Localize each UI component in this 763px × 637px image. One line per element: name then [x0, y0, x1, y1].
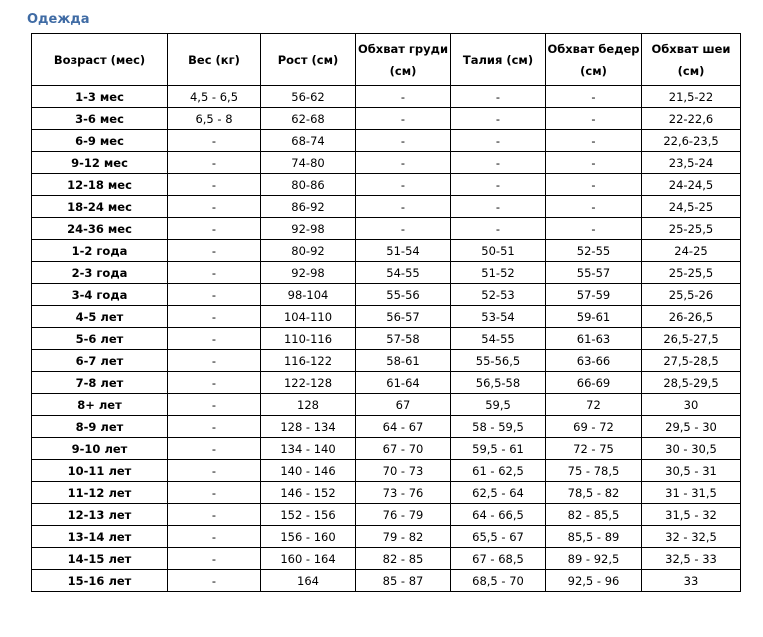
cell-chest: -	[356, 108, 451, 130]
cell-hips: -	[546, 174, 642, 196]
table-row	[32, 526, 741, 548]
cell-age: 1-2 года	[32, 240, 168, 262]
cell-waist: 61 - 62,5	[451, 460, 546, 482]
table-header	[32, 34, 741, 86]
cell-neck: 25-25,5	[642, 262, 741, 284]
cell-height: 110-116	[261, 328, 356, 350]
cell-weight: 4,5 - 6,5	[168, 86, 261, 108]
cell-weight: -	[168, 196, 261, 218]
cell-age: 12-13 лет	[32, 504, 168, 526]
table-row	[32, 174, 741, 196]
cell-hips: 89 - 92,5	[546, 548, 642, 570]
header-neck: Обхват шеи (см)	[642, 34, 741, 86]
cell-waist: -	[451, 174, 546, 196]
cell-height: 160 - 164	[261, 548, 356, 570]
cell-waist: 59,5 - 61	[451, 438, 546, 460]
cell-hips: -	[546, 218, 642, 240]
cell-neck: 23,5-24	[642, 152, 741, 174]
table-row	[32, 328, 741, 350]
cell-age: 24-36 мес	[32, 218, 168, 240]
cell-neck: 28,5-29,5	[642, 372, 741, 394]
cell-hips: 92,5 - 96	[546, 570, 642, 592]
cell-hips: 55-57	[546, 262, 642, 284]
table-row	[32, 504, 741, 526]
cell-weight: 6,5 - 8	[168, 108, 261, 130]
cell-chest: 67	[356, 394, 451, 416]
cell-waist: 59,5	[451, 394, 546, 416]
cell-chest: 64 - 67	[356, 416, 451, 438]
cell-height: 68-74	[261, 130, 356, 152]
cell-chest: -	[356, 130, 451, 152]
table-row	[32, 548, 741, 570]
size-table	[31, 33, 741, 592]
cell-height: 140 - 146	[261, 460, 356, 482]
cell-hips: 57-59	[546, 284, 642, 306]
cell-neck: 22-22,6	[642, 108, 741, 130]
table-row	[32, 438, 741, 460]
cell-age: 6-7 лет	[32, 350, 168, 372]
cell-hips: 72 - 75	[546, 438, 642, 460]
cell-age: 2-3 года	[32, 262, 168, 284]
table-row	[32, 218, 741, 240]
cell-waist: 67 - 68,5	[451, 548, 546, 570]
cell-age: 3-6 мес	[32, 108, 168, 130]
cell-neck: 25,5-26	[642, 284, 741, 306]
cell-chest: 54-55	[356, 262, 451, 284]
header-chest: Обхват груди (см)	[356, 34, 451, 86]
cell-age: 14-15 лет	[32, 548, 168, 570]
cell-height: 56-62	[261, 86, 356, 108]
cell-neck: 30	[642, 394, 741, 416]
table-row	[32, 460, 741, 482]
cell-age: 9-12 мес	[32, 152, 168, 174]
cell-neck: 24-24,5	[642, 174, 741, 196]
table-row	[32, 482, 741, 504]
cell-waist: 54-55	[451, 328, 546, 350]
cell-hips: 66-69	[546, 372, 642, 394]
cell-weight: -	[168, 394, 261, 416]
cell-age: 18-24 мес	[32, 196, 168, 218]
cell-waist: 58 - 59,5	[451, 416, 546, 438]
cell-weight: -	[168, 570, 261, 592]
cell-height: 92-98	[261, 218, 356, 240]
cell-neck: 26-26,5	[642, 306, 741, 328]
cell-weight: -	[168, 504, 261, 526]
cell-waist: 55-56,5	[451, 350, 546, 372]
cell-height: 92-98	[261, 262, 356, 284]
cell-weight: -	[168, 152, 261, 174]
table-row	[32, 416, 741, 438]
cell-hips: -	[546, 130, 642, 152]
cell-weight: -	[168, 416, 261, 438]
cell-chest: -	[356, 152, 451, 174]
cell-hips: 61-63	[546, 328, 642, 350]
cell-waist: 65,5 - 67	[451, 526, 546, 548]
cell-weight: -	[168, 350, 261, 372]
header-row	[32, 34, 741, 86]
cell-age: 11-12 лет	[32, 482, 168, 504]
cell-height: 146 - 152	[261, 482, 356, 504]
cell-chest: 55-56	[356, 284, 451, 306]
cell-hips: 78,5 - 82	[546, 482, 642, 504]
cell-chest: 67 - 70	[356, 438, 451, 460]
cell-hips: 85,5 - 89	[546, 526, 642, 548]
table-row	[32, 570, 741, 592]
cell-waist: -	[451, 152, 546, 174]
table-row	[32, 240, 741, 262]
cell-hips: 63-66	[546, 350, 642, 372]
cell-hips: 75 - 78,5	[546, 460, 642, 482]
cell-neck: 24-25	[642, 240, 741, 262]
cell-hips: 69 - 72	[546, 416, 642, 438]
cell-neck: 21,5-22	[642, 86, 741, 108]
table-row	[32, 394, 741, 416]
cell-height: 152 - 156	[261, 504, 356, 526]
cell-weight: -	[168, 262, 261, 284]
cell-weight: -	[168, 240, 261, 262]
header-height: Рост (см)	[261, 34, 356, 86]
cell-chest: 76 - 79	[356, 504, 451, 526]
cell-chest: -	[356, 174, 451, 196]
cell-weight: -	[168, 218, 261, 240]
cell-chest: 56-57	[356, 306, 451, 328]
cell-waist: 64 - 66,5	[451, 504, 546, 526]
cell-height: 134 - 140	[261, 438, 356, 460]
table-row	[32, 262, 741, 284]
cell-waist: -	[451, 86, 546, 108]
cell-chest: -	[356, 218, 451, 240]
table-row	[32, 306, 741, 328]
cell-neck: 26,5-27,5	[642, 328, 741, 350]
table-row	[32, 130, 741, 152]
cell-height: 116-122	[261, 350, 356, 372]
cell-hips: -	[546, 196, 642, 218]
cell-chest: 57-58	[356, 328, 451, 350]
table-row	[32, 152, 741, 174]
header-waist: Талия (см)	[451, 34, 546, 86]
cell-weight: -	[168, 306, 261, 328]
cell-age: 15-16 лет	[32, 570, 168, 592]
header-age: Возраст (мес)	[32, 34, 168, 86]
cell-weight: -	[168, 438, 261, 460]
cell-waist: 62,5 - 64	[451, 482, 546, 504]
cell-weight: -	[168, 482, 261, 504]
cell-waist: -	[451, 196, 546, 218]
cell-chest: 61-64	[356, 372, 451, 394]
cell-weight: -	[168, 284, 261, 306]
cell-waist: 68,5 - 70	[451, 570, 546, 592]
header-weight: Вес (кг)	[168, 34, 261, 86]
cell-neck: 30 - 30,5	[642, 438, 741, 460]
cell-waist: 53-54	[451, 306, 546, 328]
cell-height: 74-80	[261, 152, 356, 174]
table-row	[32, 284, 741, 306]
cell-chest: -	[356, 196, 451, 218]
cell-height: 128 - 134	[261, 416, 356, 438]
cell-weight: -	[168, 526, 261, 548]
cell-chest: 51-54	[356, 240, 451, 262]
cell-chest: -	[356, 86, 451, 108]
cell-age: 1-3 мес	[32, 86, 168, 108]
cell-neck: 27,5-28,5	[642, 350, 741, 372]
cell-height: 122-128	[261, 372, 356, 394]
cell-age: 4-5 лет	[32, 306, 168, 328]
cell-waist: -	[451, 108, 546, 130]
cell-hips: -	[546, 108, 642, 130]
cell-neck: 22,6-23,5	[642, 130, 741, 152]
cell-hips: 59-61	[546, 306, 642, 328]
cell-chest: 79 - 82	[356, 526, 451, 548]
cell-height: 80-92	[261, 240, 356, 262]
header-hips: Обхват бедер (см)	[546, 34, 642, 86]
cell-weight: -	[168, 328, 261, 350]
table-row	[32, 350, 741, 372]
cell-age: 7-8 лет	[32, 372, 168, 394]
table-body	[32, 86, 741, 592]
cell-age: 3-4 года	[32, 284, 168, 306]
cell-chest: 82 - 85	[356, 548, 451, 570]
cell-weight: -	[168, 130, 261, 152]
cell-weight: -	[168, 460, 261, 482]
cell-age: 9-10 лет	[32, 438, 168, 460]
cell-waist: -	[451, 130, 546, 152]
cell-hips: -	[546, 152, 642, 174]
cell-neck: 24,5-25	[642, 196, 741, 218]
cell-height: 156 - 160	[261, 526, 356, 548]
cell-chest: 70 - 73	[356, 460, 451, 482]
cell-waist: 52-53	[451, 284, 546, 306]
cell-chest: 58-61	[356, 350, 451, 372]
cell-neck: 33	[642, 570, 741, 592]
cell-hips: 72	[546, 394, 642, 416]
table-row	[32, 372, 741, 394]
cell-height: 80-86	[261, 174, 356, 196]
section-title: Одежда	[27, 12, 90, 27]
cell-waist: 56,5-58	[451, 372, 546, 394]
cell-height: 104-110	[261, 306, 356, 328]
cell-waist: 51-52	[451, 262, 546, 284]
cell-neck: 31 - 31,5	[642, 482, 741, 504]
cell-hips: -	[546, 86, 642, 108]
cell-height: 128	[261, 394, 356, 416]
cell-height: 62-68	[261, 108, 356, 130]
cell-chest: 85 - 87	[356, 570, 451, 592]
cell-weight: -	[168, 372, 261, 394]
cell-neck: 31,5 - 32	[642, 504, 741, 526]
table-row	[32, 108, 741, 130]
cell-age: 6-9 мес	[32, 130, 168, 152]
cell-age: 12-18 мес	[32, 174, 168, 196]
table-row	[32, 86, 741, 108]
cell-chest: 73 - 76	[356, 482, 451, 504]
cell-neck: 29,5 - 30	[642, 416, 741, 438]
cell-neck: 30,5 - 31	[642, 460, 741, 482]
cell-age: 13-14 лет	[32, 526, 168, 548]
cell-waist: -	[451, 218, 546, 240]
cell-age: 8-9 лет	[32, 416, 168, 438]
cell-height: 98-104	[261, 284, 356, 306]
cell-waist: 50-51	[451, 240, 546, 262]
cell-neck: 32,5 - 33	[642, 548, 741, 570]
cell-hips: 82 - 85,5	[546, 504, 642, 526]
cell-height: 164	[261, 570, 356, 592]
cell-weight: -	[168, 174, 261, 196]
table-row	[32, 196, 741, 218]
cell-age: 5-6 лет	[32, 328, 168, 350]
cell-neck: 32 - 32,5	[642, 526, 741, 548]
cell-age: 10-11 лет	[32, 460, 168, 482]
cell-age: 8+ лет	[32, 394, 168, 416]
cell-weight: -	[168, 548, 261, 570]
cell-neck: 25-25,5	[642, 218, 741, 240]
cell-hips: 52-55	[546, 240, 642, 262]
cell-height: 86-92	[261, 196, 356, 218]
